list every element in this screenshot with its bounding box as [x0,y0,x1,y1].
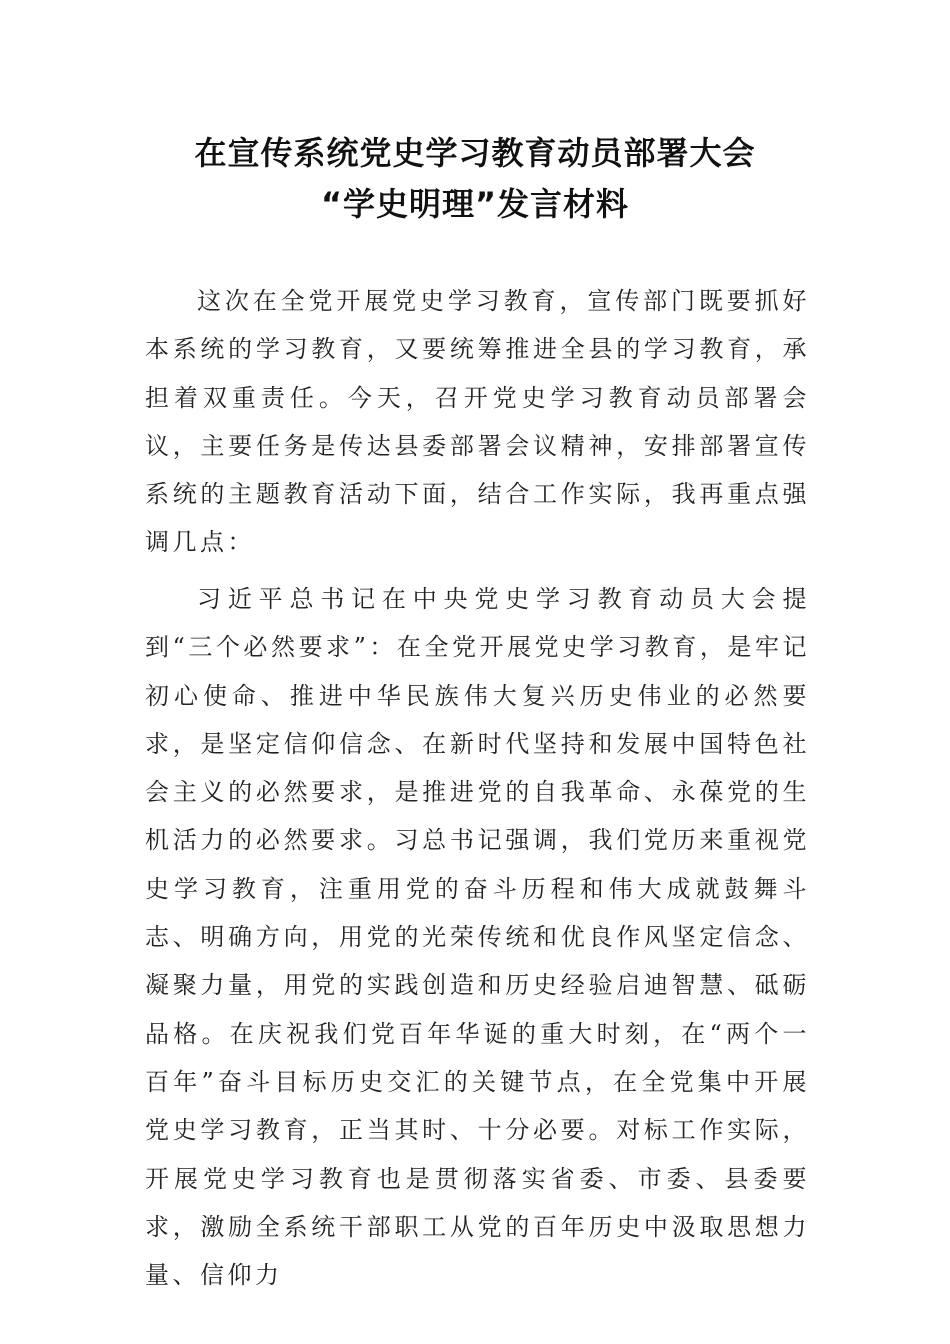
document-title-line-1: 在宣传系统党史学习教育动员部署大会 [194,134,756,172]
document-title-line-2: “学史明理”发言材料 [320,185,630,223]
body-paragraph-2: 习近平总书记在中央党史学习教育动员大会提到“三个必然要求”：在全党开展党史学习教育，是牢记初心使命、推进中华民族伟大复兴历史伟业的必然要求，是坚定信仰信念、在新时代坚持和发展中国特色社会主义的必然要求，是推进党的自我革命、永葆党的生机活力的必然要求。习总书记强调，我们党历来重视党史学习教育，注重用党的奋斗历程和伟大成就鼓舞斗志、明确方向，用党的光荣传统和优良作风坚定信念、凝聚力量，用党的实践创造和历史经验启迪智慧、砥砺品格。在庆祝我们党百年华诞的重大时刻，在“两个一百年”奋斗目标历史交汇的关键节点，在全党集中开展党史学习教育，正当其时、十分必要。对标工作实际，开展党史学习教育也是贯彻落实省委、市委、县委要求，激励全系统干部职工从党的百年历史中汲取思想力量、信仰力 [145,585,810,1290]
body-paragraph-1: 这次在全党开展党史学习教育，宣传部门既要抓好本系统的学习教育，又要统筹推进全县的学习教育，承担着双重责任。今天，召开党史学习教育动员部署会议，主要任务是传达县委部署会议精神，安排部署宣传系统的主题教育活动下面，结合工作实际，我再重点强调几点： [145,287,810,557]
